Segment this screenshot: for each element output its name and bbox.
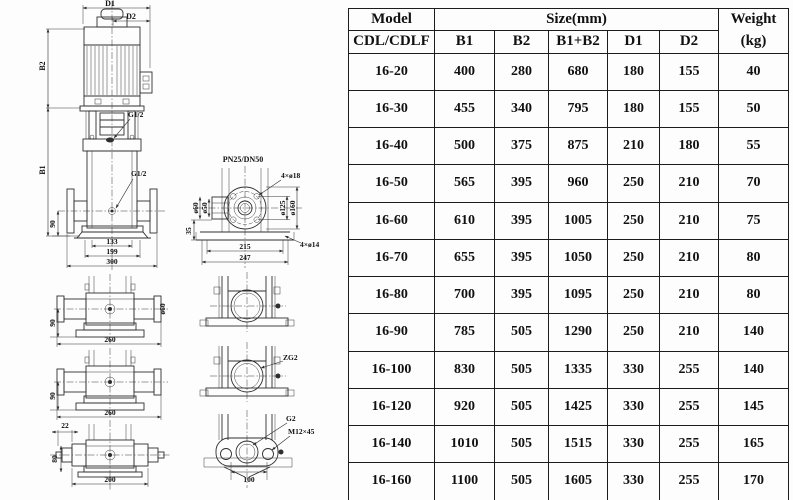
dim-label-247: 247: [239, 253, 251, 262]
cell-model: 16-30: [349, 90, 435, 127]
header-col-b1b2: B1+B2: [549, 31, 608, 53]
callout-g2: G2: [286, 414, 296, 423]
cell-d2: 210: [660, 314, 719, 351]
dim-label-200: 200: [104, 475, 116, 484]
port-side-view-3: [204, 410, 315, 488]
cell-d1: 210: [608, 128, 660, 165]
cell-d2: 255: [660, 351, 719, 388]
cell-model: 16-50: [349, 165, 435, 202]
header-size-mm: Size(mm): [435, 9, 719, 31]
cell-b2: 395: [495, 165, 549, 202]
callout-bolt-18: 4×ø18: [281, 171, 301, 180]
header-weight-line1: Weight: [730, 11, 777, 27]
cell-b1: 565: [435, 165, 495, 202]
cell-d2: 210: [660, 277, 719, 314]
size-table-body: [349, 53, 789, 500]
callout-zg2: ZG2: [283, 353, 298, 362]
cell-b2: 505: [495, 463, 549, 500]
dim-label-dia60: ø60: [191, 202, 200, 214]
callout-g12-mid: G1/2: [131, 169, 147, 178]
table-row: [349, 426, 789, 463]
table-row: [349, 277, 789, 314]
cell-d1: 180: [608, 53, 660, 90]
cell-b2: 505: [495, 388, 549, 425]
cell-b1: 700: [435, 277, 495, 314]
cell-model: 16-120: [349, 388, 435, 425]
dim-label-dia50: ø50: [200, 202, 209, 214]
front-elevation-view: [38, 0, 166, 270]
cell-model: 16-140: [349, 426, 435, 463]
table-row: [349, 239, 789, 276]
cell-b2: 505: [495, 314, 549, 351]
cell-model: 16-90: [349, 314, 435, 351]
cell-b2: 280: [495, 53, 549, 90]
cell-b1: 455: [435, 90, 495, 127]
cell-w: 140: [719, 351, 789, 388]
base-side-view-3: [50, 420, 170, 490]
table-row: [349, 165, 789, 202]
drain-plug-3: [279, 450, 284, 455]
cell-d2: 155: [660, 90, 719, 127]
dim-label-260-base1: 260: [104, 335, 116, 344]
port-side-view-1: [200, 272, 294, 332]
cell-b1b2: 1605: [549, 463, 608, 500]
cell-b1b2: 1290: [549, 314, 608, 351]
cell-w: 75: [719, 202, 789, 239]
callout-m12x45: M12×45: [288, 427, 315, 436]
cell-d1: 330: [608, 351, 660, 388]
flange-plan-view: [184, 155, 320, 268]
header-col-d1: D1: [608, 31, 660, 53]
cell-model: 16-70: [349, 239, 435, 276]
cell-b1: 830: [435, 351, 495, 388]
dim-label-90-base1: 90: [48, 319, 57, 327]
cell-b1b2: 960: [549, 165, 608, 202]
dim-label-d2: D2: [126, 12, 136, 21]
cell-d1: 330: [608, 388, 660, 425]
header-model-series: CDL/CDLF: [349, 31, 435, 53]
cell-model: 16-40: [349, 128, 435, 165]
drain-plug-1: [276, 304, 281, 309]
port-side-view-2: [200, 342, 298, 402]
dim-label-199: 199: [106, 247, 118, 256]
cell-w: 80: [719, 277, 789, 314]
header-col-b2: B2: [495, 31, 549, 53]
header-col-d2: D2: [660, 31, 719, 53]
cell-b1: 400: [435, 53, 495, 90]
cell-d1: 250: [608, 277, 660, 314]
dim-label-90-front: 90: [48, 220, 57, 228]
cell-b1b2: 875: [549, 128, 608, 165]
dim-label-dia125: ø125: [278, 200, 287, 216]
cell-w: 70: [719, 165, 789, 202]
dim-label-90-base2: 90: [48, 392, 57, 400]
cell-b1b2: 680: [549, 53, 608, 90]
cell-b1: 1100: [435, 463, 495, 500]
dim-label-d1: D1: [105, 0, 115, 8]
cell-b1b2: 1425: [549, 388, 608, 425]
cell-d2: 155: [660, 53, 719, 90]
base-side-view-2: [48, 348, 168, 420]
cell-b2: 395: [495, 239, 549, 276]
drain-plug-2: [276, 374, 281, 379]
dim-label-80: 80: [50, 455, 59, 463]
header-model: Model: [349, 9, 435, 31]
cell-b1b2: 795: [549, 90, 608, 127]
table-row: [349, 90, 789, 127]
cell-d2: 180: [660, 128, 719, 165]
table-row: [349, 351, 789, 388]
cell-b1b2: 1335: [549, 351, 608, 388]
terminal-box: [140, 72, 152, 93]
cell-d1: 250: [608, 202, 660, 239]
cell-w: 40: [719, 53, 789, 90]
base-side-view-1: [48, 274, 168, 347]
dim-label-215: 215: [239, 242, 251, 251]
cell-b1: 1010: [435, 426, 495, 463]
cell-d2: 210: [660, 239, 719, 276]
dim-label-dia60-base1: ø60: [158, 303, 167, 315]
dim-label-dia160: ø160: [288, 200, 297, 216]
dim-label-b2: B2: [38, 61, 47, 71]
cell-d1: 250: [608, 165, 660, 202]
flange-rating-label: PN25/DN50: [222, 155, 264, 164]
motor: [80, 9, 152, 111]
cell-d2: 210: [660, 202, 719, 239]
header-weight: [719, 9, 789, 54]
priming-plug: [106, 138, 114, 143]
cell-d1: 180: [608, 90, 660, 127]
cell-model: 16-80: [349, 277, 435, 314]
cell-b2: 395: [495, 202, 549, 239]
header-col-b1: B1: [435, 31, 495, 53]
dim-label-35: 35: [184, 227, 193, 235]
cell-b1: 920: [435, 388, 495, 425]
cell-w: 140: [719, 314, 789, 351]
callout-bolt-14: 4×ø14: [300, 240, 320, 249]
cell-b2: 505: [495, 426, 549, 463]
cell-w: 55: [719, 128, 789, 165]
table-row: [349, 314, 789, 351]
cell-d1: 250: [608, 239, 660, 276]
cell-b2: 395: [495, 277, 549, 314]
cell-b2: 340: [495, 90, 549, 127]
cell-b1: 655: [435, 239, 495, 276]
cell-b1: 610: [435, 202, 495, 239]
cell-model: 16-20: [349, 53, 435, 90]
cell-b1: 785: [435, 314, 495, 351]
cell-b1b2: 1005: [549, 202, 608, 239]
dim-label-260-base2: 260: [104, 408, 116, 417]
cell-model: 16-100: [349, 351, 435, 388]
cell-b2: 375: [495, 128, 549, 165]
cell-w: 80: [719, 239, 789, 276]
dimension-table: [348, 8, 789, 492]
cell-w: 50: [719, 90, 789, 127]
cell-b1b2: 1095: [549, 277, 608, 314]
cell-d2: 255: [660, 426, 719, 463]
pump-technical-drawing: [0, 0, 348, 500]
cell-b1b2: 1515: [549, 426, 608, 463]
table-row: [349, 53, 789, 90]
cell-d2: 255: [660, 463, 719, 500]
cell-b1b2: 1050: [549, 239, 608, 276]
cell-d2: 210: [660, 165, 719, 202]
cell-d2: 255: [660, 388, 719, 425]
dim-label-133: 133: [106, 237, 118, 246]
cell-b1: 500: [435, 128, 495, 165]
dim-label-300: 300: [106, 257, 118, 266]
cell-d1: 330: [608, 426, 660, 463]
callout-g12-top: G1/2: [128, 110, 144, 119]
cell-d1: 330: [608, 463, 660, 500]
dim-label-100: 100: [243, 475, 255, 484]
cell-w: 170: [719, 463, 789, 500]
header-weight-line2: (kg): [740, 32, 767, 49]
dim-label-22: 22: [61, 421, 69, 430]
cell-model: 16-60: [349, 202, 435, 239]
table-row: [349, 202, 789, 239]
table-row: [349, 463, 789, 500]
cell-model: 16-160: [349, 463, 435, 500]
cell-w: 145: [719, 388, 789, 425]
cell-w: 165: [719, 426, 789, 463]
cell-b2: 505: [495, 351, 549, 388]
cell-d1: 250: [608, 314, 660, 351]
dim-label-b1: B1: [38, 165, 47, 175]
table-row: [349, 128, 789, 165]
table-row: [349, 388, 789, 425]
